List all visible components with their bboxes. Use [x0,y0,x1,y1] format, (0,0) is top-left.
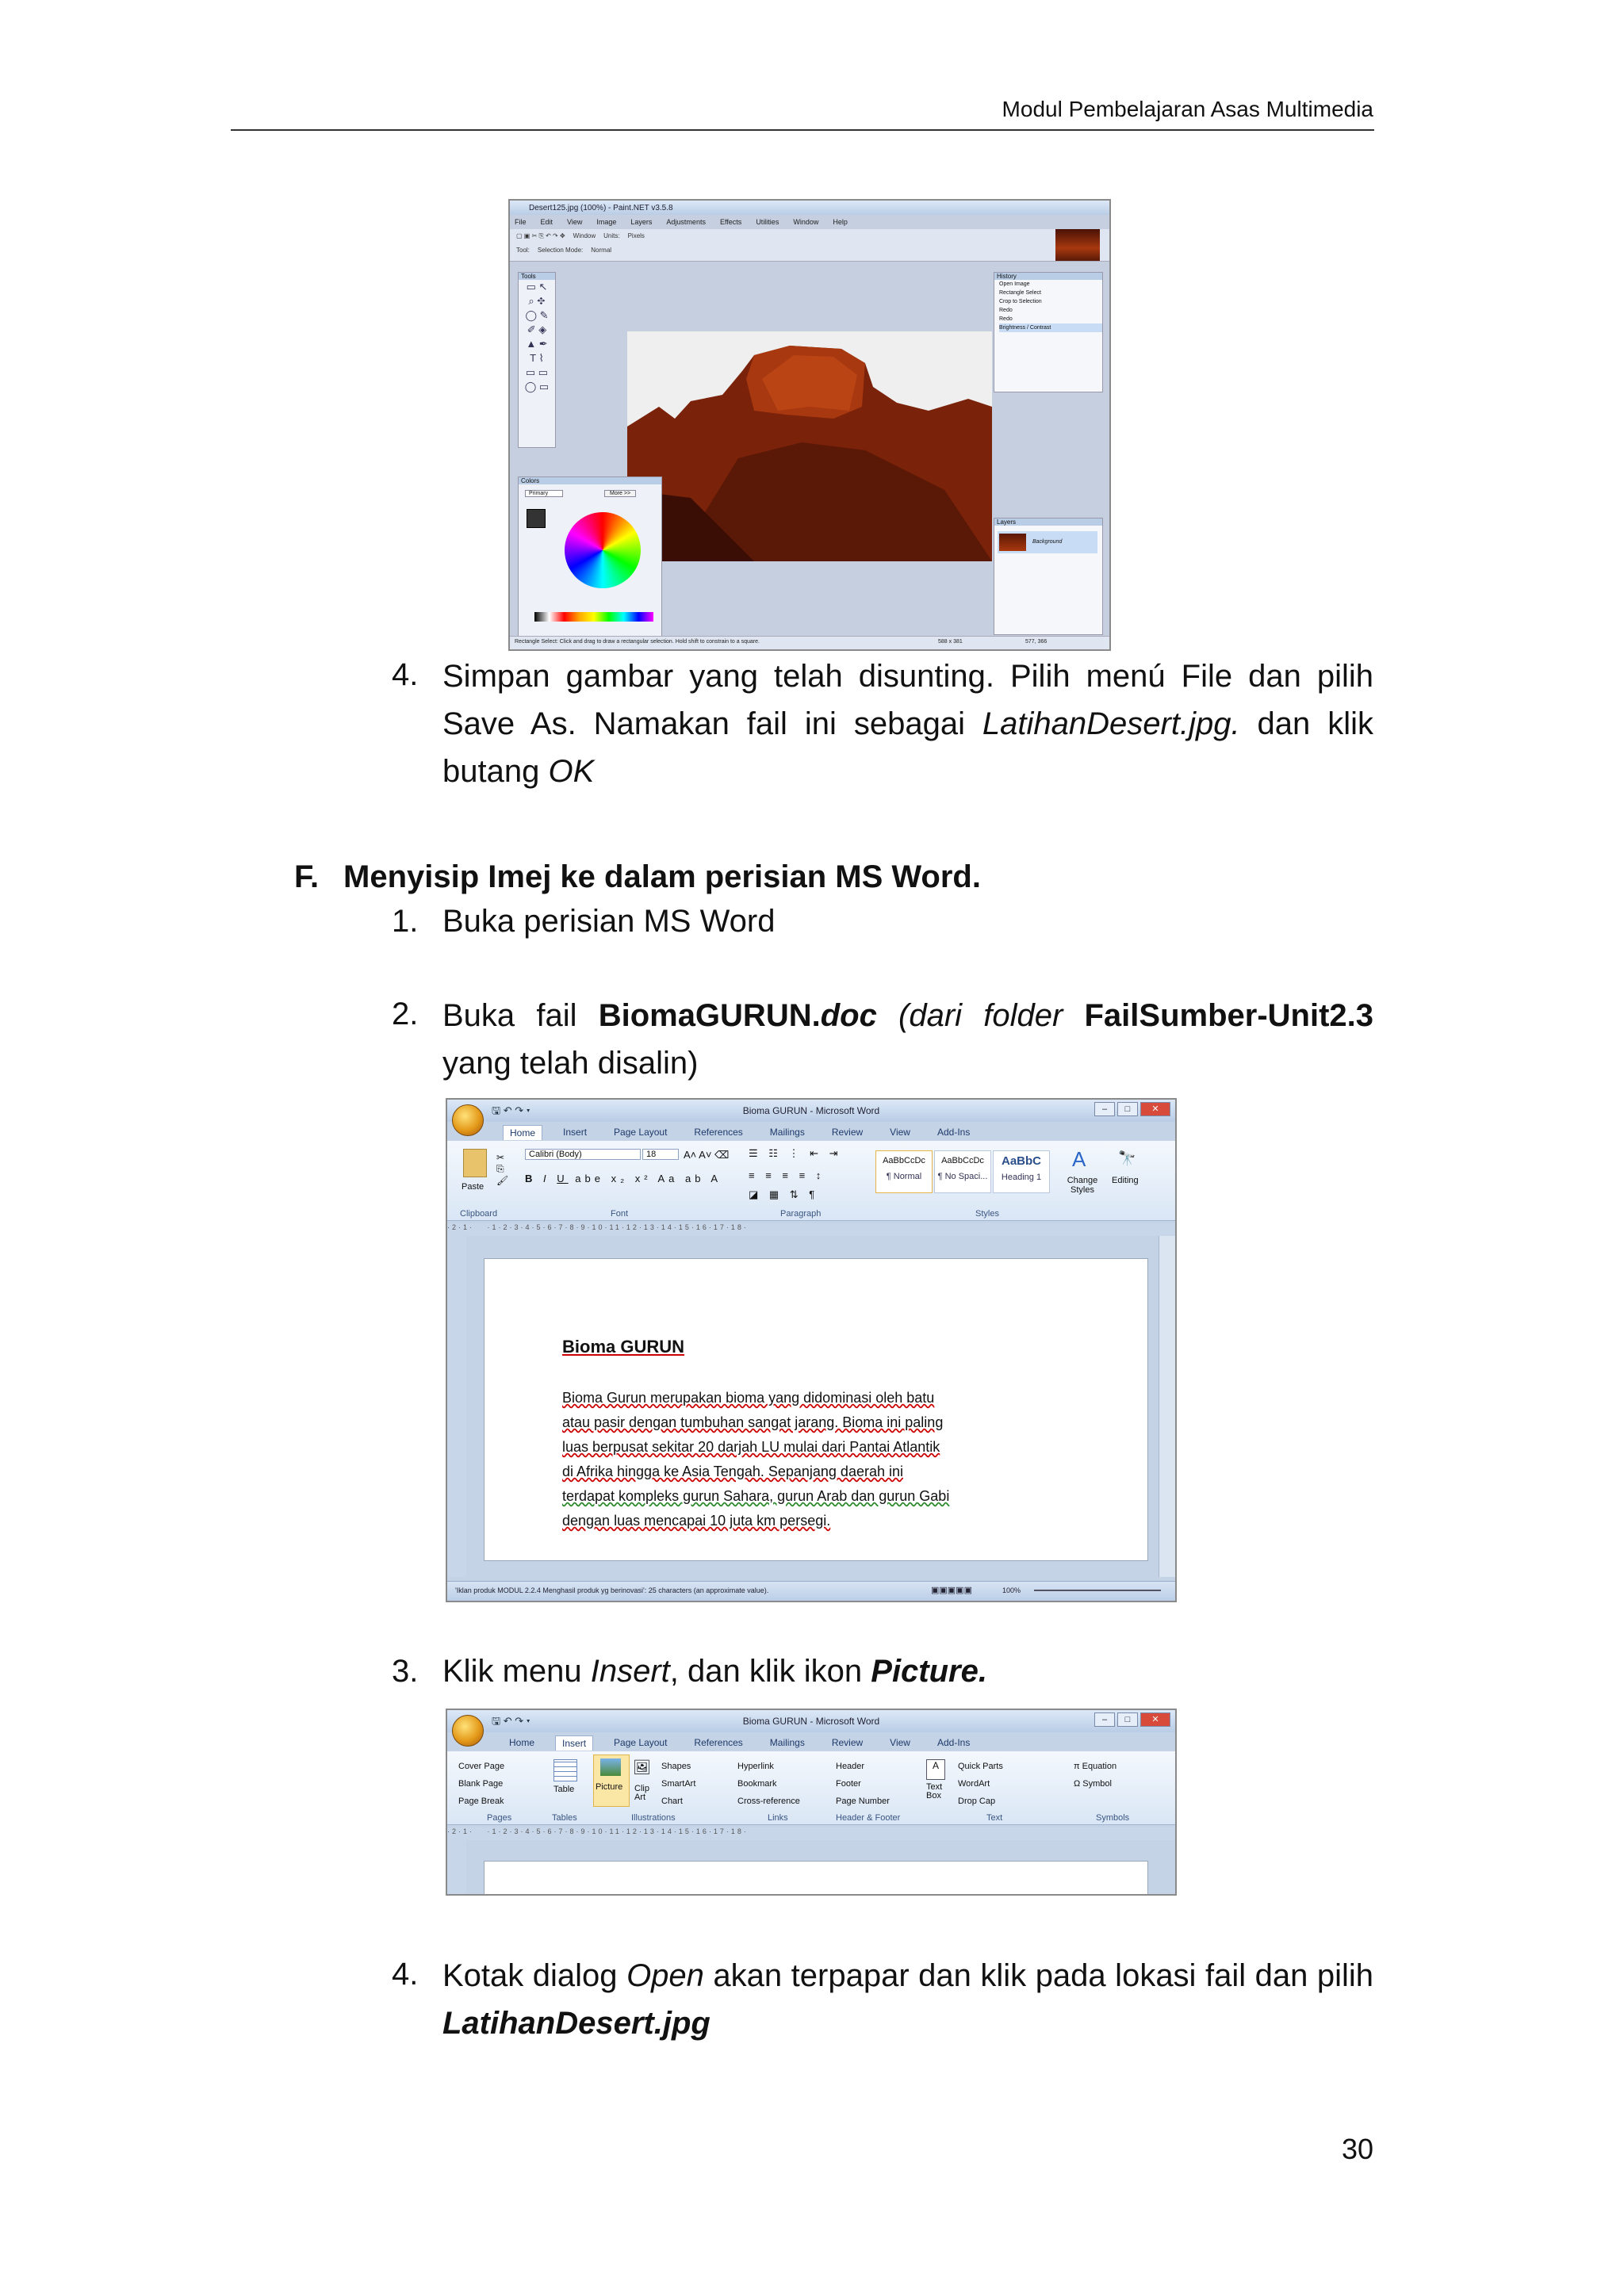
style-sample: AaBbCcDc [883,1156,925,1165]
list-indent-icons[interactable]: ☰ ☷ ⋮ ⇤ ⇥ [749,1147,842,1159]
toolbar-icons: ▢ ▣ ✂ ⎘ ↶ ↷ ✥ [516,232,565,239]
cursor-coords: 577, 366 [1025,639,1048,645]
maximize-button[interactable]: □ [1117,1102,1138,1116]
equation-button[interactable]: π Equation [1074,1762,1117,1771]
symbol-label: Symbol [1082,1779,1112,1789]
page-number-button[interactable]: Page Number [836,1797,890,1806]
picture-button[interactable] [593,1755,630,1807]
step-1-text: Buka perisian MS Word [442,904,776,939]
word-titlebar [447,1710,1175,1732]
text-items [958,1758,1003,1810]
history-title: History [994,273,1102,280]
menu-view[interactable]: View [567,218,583,226]
symbols-items [1074,1758,1116,1793]
document-page[interactable] [484,1861,1148,1896]
section-heading: Menyisip Imej ke dalam perisian MS Word. [343,859,981,894]
font-size-box[interactable]: 18 [642,1149,679,1160]
vertical-ruler[interactable] [447,1236,466,1577]
step-text: Kotak dialog [442,1958,627,1993]
drop-cap-button[interactable]: Drop Cap [958,1797,996,1806]
tab-home[interactable]: Home [503,1125,542,1140]
status-text: 'Iklan produk MODUL 2.2.4 Menghasil produk yg berinovasi': 25 characters (an approximate value). [455,1586,769,1594]
filename-italic: LatihanDesert.jpg. [982,706,1240,741]
minimize-button[interactable]: – [1094,1102,1115,1116]
picture-label: Picture [596,1782,623,1792]
paintnet-title: Desert125.jpg (100%) - Paint.NET v3.5.8 [529,203,673,212]
picture-bold-italic: Picture. [871,1654,987,1689]
picture-icon [600,1758,621,1776]
wordart-button[interactable]: WordArt [958,1779,990,1789]
tab-add-ins[interactable]: Add-Ins [936,1737,971,1748]
more-button[interactable]: More >> [604,490,636,497]
tab-review[interactable]: Review [831,1737,864,1748]
step-number: 4. [392,657,419,692]
colors-title: Colors [519,477,661,484]
group-illustrations: Illustrations [631,1813,676,1823]
header-button[interactable]: Header [836,1762,865,1771]
units-label: Units: [603,232,620,239]
style-name: ¶ Normal [886,1172,922,1181]
color-wheel[interactable] [565,512,641,588]
group-font: Font [611,1209,629,1219]
step-text: (dari [876,998,984,1033]
word-screenshot-insert [446,1709,1177,1896]
tab-insert[interactable]: Insert [555,1735,593,1751]
document-page[interactable] [484,1258,1148,1561]
header-rule [231,129,1374,131]
menu-adjustments[interactable]: Adjustments [666,218,706,226]
minimize-button[interactable]: – [1094,1712,1115,1727]
menu-window[interactable]: Window [793,218,819,226]
illustrations-items [661,1758,695,1810]
step-4-save-paragraph [442,652,1373,795]
doc-line: di Afrika hingga ke Asia Tengah. Sepanjang daerah ini [562,1464,903,1479]
selection-mode-label: Selection Mode: [537,247,584,254]
font-format-icons[interactable]: B I U abe x₂ x² Aa ab A [525,1173,722,1184]
shading-border-icons[interactable]: ◪ ▦ ⇅ ¶ [749,1188,819,1200]
blank-page-button[interactable]: Blank Page [458,1779,504,1789]
doc-line: dengan luas mencapai 10 juta km persegi. [562,1513,831,1529]
step-text: Buka fail [442,998,599,1033]
vertical-ruler[interactable] [447,1840,466,1894]
insert-italic: Insert [590,1654,670,1689]
layers-title: Layers [994,519,1102,526]
group-header-footer: Header & Footer [836,1813,901,1823]
editing-icon[interactable]: 🔭 [1118,1150,1136,1166]
cross-reference-button[interactable]: Cross-reference [737,1797,800,1806]
editing-label: Editing [1112,1176,1139,1185]
section-letter: F. [294,859,320,894]
hyperlink-button[interactable]: Hyperlink [737,1762,774,1771]
tab-review[interactable]: Review [831,1127,864,1138]
tool-icons[interactable]: ▭ ↖ ⌕ ✥ ◯ ✎ ✐ ◈ ▲ ✒ T ⌇ ▭ ▭ ◯ ▭ [524,281,550,392]
horizontal-ruler[interactable]: ·2·1· ·1·2·3·4·5·6·7·8·9·10·11·12·13·14·15·16·17·18· [447,1827,1175,1840]
group-clipboard: Clipboard [460,1209,498,1219]
group-symbols: Symbols [1096,1813,1130,1823]
clipboard-small-icons[interactable]: ✂ ⎘ 🖌 [496,1152,509,1186]
font-name-box[interactable]: Calibri (Body) [525,1149,641,1160]
horizontal-ruler[interactable]: ·2·1· ·1·2·3·4·5·6·7·8·9·10·11·12·13·14·15·16·17·18· [447,1223,1175,1236]
document-body [562,1386,949,1533]
word-screenshot-home [446,1098,1177,1602]
doc-line: atau pasir dengan tumbuhan sangat jarang. Bioma ini paling [562,1414,944,1430]
group-links: Links [768,1813,788,1823]
step-3-text [442,1654,987,1689]
step-number: 1. [392,904,419,939]
close-button[interactable]: ✕ [1140,1712,1170,1727]
blend-mode-dropdown[interactable]: Normal [591,247,612,254]
quick-access-toolbar[interactable]: 🖫 ↶ ↷ ▾ [492,1104,530,1116]
group-paragraph: Paragraph [780,1209,822,1219]
tool-label: Tool: [516,247,530,254]
colors-panel [518,476,662,637]
layers-panel [994,518,1103,635]
step-text: dan klik butang [442,706,1373,789]
window-title: Bioma GURUN - Microsoft Word [742,1716,880,1727]
style-no-spacing[interactable] [934,1150,991,1193]
clip-art-icon[interactable]: 🖼 [633,1759,651,1775]
desert-image[interactable] [627,331,992,561]
filename-bold-italic: LatihanDesert.jpg [442,2006,710,2041]
maximize-button[interactable]: □ [1117,1712,1138,1727]
step-text: Simpan gambar yang telah disunting. Pilih menú File dan pilih Save As. Namakan fail ini sebagai [442,659,1373,741]
pages-group-items [458,1758,504,1810]
step-text: Klik menu [442,1654,591,1689]
view-buttons[interactable]: ▣▣▣▣▣ [931,1586,972,1595]
vertical-scrollbar[interactable] [1159,1236,1175,1577]
history-item[interactable]: Rectangle Select [999,290,1041,296]
folder-italic: folder [983,998,1063,1033]
window-dropdown[interactable]: Window [573,232,596,239]
menu-effects[interactable]: Effects [719,218,742,226]
page-break-button[interactable]: Page Break [458,1797,504,1806]
zoom-slider[interactable] [1034,1590,1161,1591]
ok-italic: OK [548,754,595,789]
chart-button[interactable]: Chart [661,1797,683,1806]
style-normal[interactable] [875,1150,933,1193]
zoom-level: 100% [1002,1586,1021,1594]
word-titlebar [447,1100,1175,1122]
menu-edit[interactable]: Edit [540,218,553,226]
word-statusbar [447,1581,1175,1601]
paste-icon[interactable] [463,1149,487,1177]
page-number: 30 [1341,2133,1373,2165]
layer-row[interactable] [998,531,1097,553]
doc-line: luas berpusat sekitar 20 darjah LU mulai dari Pantai Atlantik [562,1439,940,1455]
smartart-button[interactable]: SmartArt [661,1779,696,1789]
units-dropdown[interactable]: Pixels [627,232,645,239]
layer-thumbnail [999,534,1026,551]
ribbon-home [447,1141,1175,1221]
bookmark-button[interactable]: Bookmark [737,1779,777,1789]
group-text: Text [986,1813,1003,1823]
tab-home[interactable]: Home [509,1737,535,1748]
table-icon[interactable] [553,1759,577,1781]
change-styles-icon[interactable]: A [1072,1147,1086,1171]
primary-color-swatch[interactable] [527,509,546,528]
step-number: 4. [392,1957,419,1992]
menu-utilities[interactable]: Utilities [756,218,779,226]
symbol-button[interactable]: Ω Symbol [1074,1779,1112,1789]
shapes-button[interactable]: Shapes [661,1762,691,1771]
window-title: Bioma GURUN - Microsoft Word [742,1105,880,1116]
history-item[interactable]: Open Image [999,281,1030,287]
paintnet-statusbar [510,636,1109,649]
tab-references[interactable]: References [694,1127,743,1138]
tab-page-layout[interactable]: Page Layout [614,1737,668,1748]
tab-insert[interactable]: Insert [563,1127,588,1138]
ribbon-tabs [447,1734,1175,1751]
menu-help[interactable]: Help [833,218,848,226]
clip-art-label: Clip Art [634,1784,649,1802]
running-header: Modul Pembelajaran Asas Multimedia [1002,97,1373,121]
history-item[interactable]: Redo [999,308,1013,313]
step-text: akan terpapar dan klik pada lokasi fail dan pilih [703,1958,1373,1993]
step-text: , dan klik ikon [669,1654,871,1689]
history-panel [994,272,1103,392]
links-items [737,1758,800,1810]
tab-references[interactable]: References [694,1737,743,1748]
style-sample: AaBbC [1001,1154,1041,1168]
style-name: ¶ No Spaci... [937,1172,988,1181]
text-box-icon[interactable]: A [926,1759,945,1780]
change-styles-label: Change Styles [1067,1176,1098,1195]
paintnet-menubar [515,218,848,226]
paste-label: Paste [462,1182,485,1192]
table-button-label: Table [553,1785,575,1794]
cover-page-button[interactable]: Cover Page [458,1762,505,1771]
group-styles: Styles [975,1209,999,1219]
menu-file[interactable]: File [515,218,527,226]
footer-button[interactable]: Footer [836,1779,861,1789]
document-title: Bioma GURUN [562,1337,685,1357]
step-2-paragraph [442,992,1373,1087]
tab-view[interactable]: View [890,1127,910,1138]
paintnet-titlebar [510,201,1109,215]
style-name: Heading 1 [1001,1173,1042,1182]
tab-add-ins[interactable]: Add-Ins [936,1127,971,1138]
quick-parts-button[interactable]: Quick Parts [958,1762,1003,1771]
color-palette[interactable] [534,612,653,622]
folder-name-bold: FailSumber-Unit2.3 [1084,998,1373,1033]
header-footer-items [836,1758,890,1810]
grow-shrink-font-icons[interactable]: A˄ A˅ ⌫ [684,1149,730,1161]
paintnet-screenshot [508,199,1111,651]
menu-image[interactable]: Image [596,218,617,226]
history-item[interactable]: Redo [999,316,1013,322]
text-box-label: Text Box [926,1782,943,1800]
alignment-icons[interactable]: ≡ ≡ ≡ ≡ ↕ [749,1169,825,1181]
status-text: Rectangle Select: Click and drag to draw a rectangular selection. Hold shift to constrain to a square. [515,639,760,645]
step-4-open-paragraph [442,1952,1373,2047]
ribbon-insert [447,1751,1175,1825]
style-sample: AaBbCcDc [941,1156,984,1165]
doc-line: terdapat kompleks gurun Sahara, gurun Arab dan gurun Gabi [562,1488,950,1504]
history-item[interactable]: Crop to Selection [999,299,1042,304]
selection-size: 588 x 381 [938,639,963,645]
thumbnail-preview[interactable] [1055,229,1100,261]
style-heading-1[interactable] [993,1150,1050,1193]
step-number: 2. [392,997,419,1031]
tab-mailings[interactable]: Mailings [769,1737,805,1748]
tools-panel [518,272,556,448]
doc-line: Bioma Gurun merupakan bioma yang didominasi oleh batu [562,1390,935,1406]
primary-dropdown[interactable]: Primary [525,490,563,497]
filename-bold: BiomaGURUN. [598,998,821,1033]
group-pages: Pages [487,1813,512,1823]
tools-title: Tools [519,273,555,280]
open-italic: Open [626,1958,704,1993]
menu-layers[interactable]: Layers [630,218,653,226]
step-text: yang telah disalin) [442,1046,699,1081]
tab-mailings[interactable]: Mailings [769,1127,805,1138]
desert-photo [627,331,992,561]
layer-name: Background [1032,539,1063,545]
step-number: 3. [392,1654,419,1689]
extension-bold-italic: doc [820,998,877,1033]
tab-view[interactable]: View [890,1737,910,1748]
tab-page-layout[interactable]: Page Layout [614,1127,668,1138]
ribbon-tabs [447,1123,1175,1141]
history-item-selected[interactable]: Brightness / Contrast [999,323,1102,332]
paintnet-toolbar [510,229,1109,262]
equation-label: Equation [1082,1762,1117,1771]
close-button[interactable]: ✕ [1140,1102,1170,1116]
group-tables: Tables [552,1813,577,1823]
quick-access-toolbar[interactable]: 🖫 ↶ ↷ ▾ [492,1715,530,1727]
